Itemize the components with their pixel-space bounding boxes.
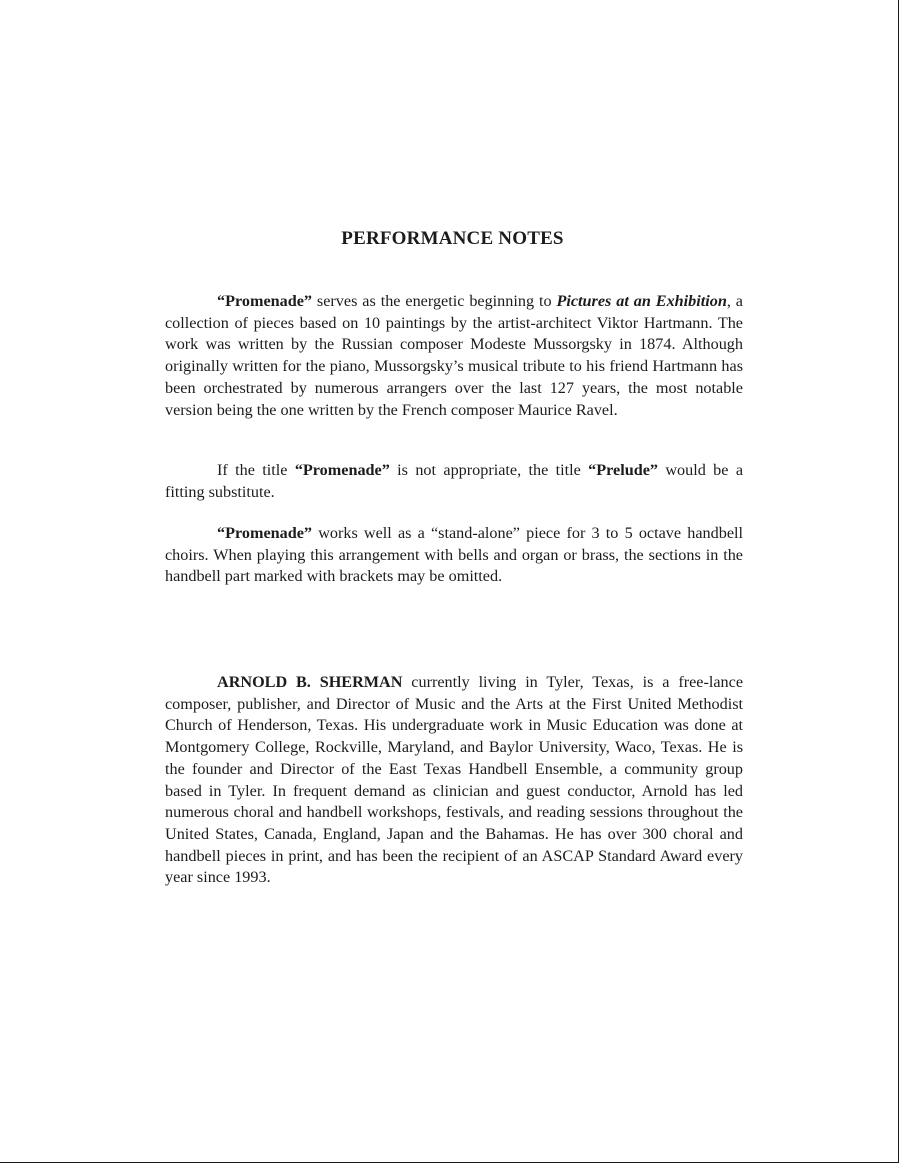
composer-name: ARNOLD B. SHERMAN bbox=[217, 673, 403, 691]
paragraph-text: works well as a “stand-alone” piece for 3 to 5 octave handbell choirs. When playing this arrangement with bells and organ or brass, the sections in the handbell part marked with brackets may be omitted. bbox=[165, 524, 743, 586]
piece-title: “Promenade” bbox=[294, 461, 390, 479]
page-title: PERFORMANCE NOTES bbox=[341, 228, 564, 249]
paragraph-text: is not appropriate, the title bbox=[389, 461, 589, 479]
paragraph-composer-bio bbox=[165, 672, 743, 889]
paragraph-text: serves as the energetic beginning to bbox=[312, 292, 557, 310]
work-title-italic: Pictures at an Exhibition bbox=[556, 292, 727, 310]
paragraph-text: would be a fitting substitute. bbox=[165, 461, 744, 501]
paragraph-performance-options bbox=[165, 523, 743, 588]
piece-title: “Promenade” bbox=[217, 292, 313, 310]
paragraph-promenade-intro bbox=[165, 291, 743, 421]
paragraph-title-substitute bbox=[165, 460, 743, 503]
work-title bbox=[556, 292, 726, 310]
paragraph-text: currently living in Tyler, Texas, is a free-lance composer, publisher, and Director of Music and the Arts at the First United Methodist Church of Henderson, Texas. His undergraduate work in Music Education was done at Montgomery College, Rockville, Maryland, and Baylor University, Waco, Texas. He is the founder and Director of the East Texas Handbell Ensemble, a community group based in Tyler. In frequent demand as clinician and guest conductor, Arnold has led numerous choral and handbell workshops, festivals, and reading sessions throughout the United States, Canada, England, Japan and the Bahamas. He has over 300 choral and handbell pieces in print, and has been the recipient of an ASCAP Standard Award every year since 1993. bbox=[165, 673, 744, 887]
alternate-title: “Prelude” bbox=[588, 461, 658, 479]
paragraph-text: If the title bbox=[217, 461, 295, 479]
piece-title: “Promenade” bbox=[217, 524, 313, 542]
paragraph-text: , a collection of pieces based on 10 paintings by the artist-architect Viktor Hartmann. The work was written by the Russian composer Modeste Mussorgsky in 1874. Although originally written for the piano, Mussorgsky’s musical tribute to his friend Hartmann has been orchestrated by numerous arrangers over the last 127 years, the most notable version being the one written by the French composer Maurice Ravel. bbox=[165, 292, 743, 419]
